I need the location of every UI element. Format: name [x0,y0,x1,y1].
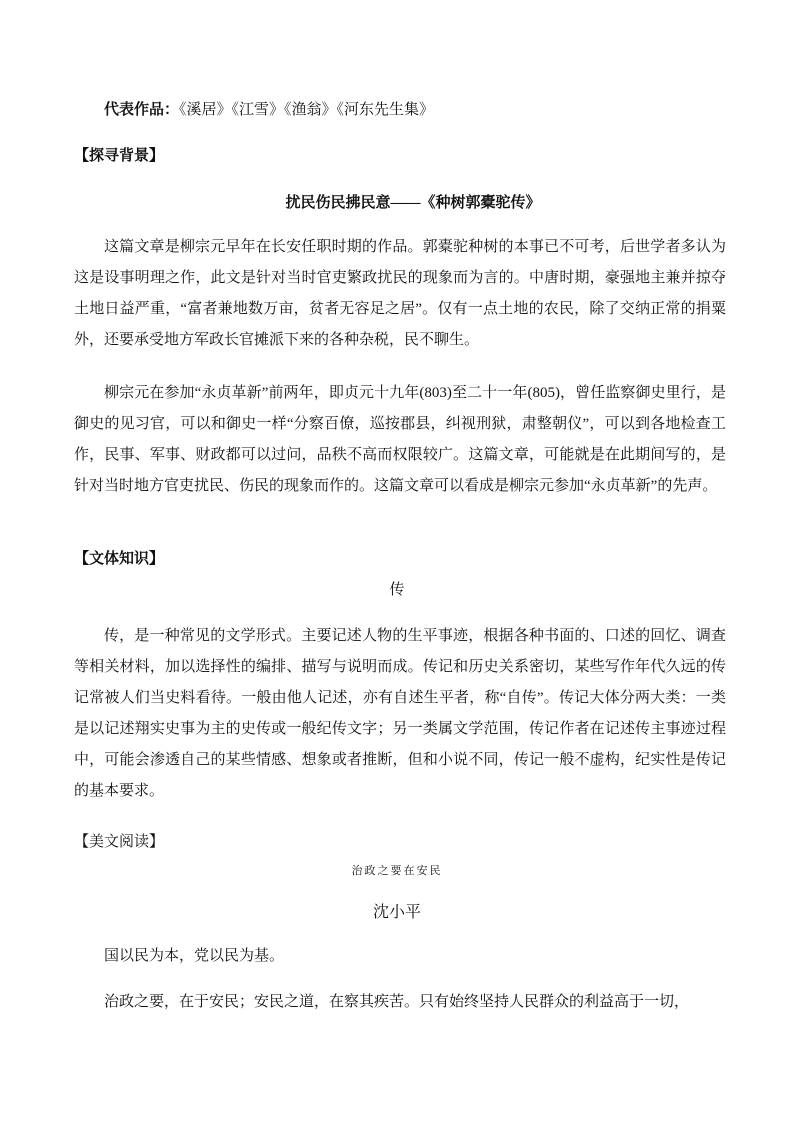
reading-article-title: 治政之要在安民 [351,865,443,877]
reading-paragraph-2: 治政之要，在于安民；安民之道，在察其疾苦。只有始终坚持人民群众的利益高于一切， [104,994,690,1010]
genre-title: 传 [389,582,405,598]
background-paragraph-1: 这篇文章是柳宗元早年在长安任职时期的作品。郭橐驼种树的本事已不可考，后世学者多认为这是设事明理之作，此文是针对当时官吏繁政扰民的现象而为言的。中唐时期，豪强地主兼并掠夺土地日益严重，“富者兼地数万亩，贫者无容足之居”。仅有一点土地的农民，除了交纳正常的捐粟外，还要承受地方军政长官摊派下来的各种杂税，民不聊生。 [74,239,726,348]
representative-works-line [104,100,434,120]
genre-paragraph: 传，是一种常见的文学形式。主要记述人物的生平事迹，根据各种书面的、口述的回忆、调查等相关材料，加以选择性的编排、描写与说明而成。传记和历史关系密切，某些写作年代久远的传记常被人们当史料看待。一般由他人记述，亦有自述生平者，称“自传”。传记大体分两大类：一类是以记述翔实史事为主的史传或一般纪传文字；另一类属文学范围，传记作者在记述传主事迹过程中，可能会渗透自己的某些情感、想象或者推断，但和小说不同，传记一般不虚构，纪实性是传记的基本要求。 [74,628,726,799]
representative-works-list: 《溪居》《江雪》《渔翁》《河东先生集》 [179,102,435,118]
background-section-heading: 【探寻背景】 [74,148,165,164]
genre-section-heading: 【文体知识】 [74,551,165,567]
reading-paragraph-1: 国以民为本，党以民为基。 [104,948,285,964]
background-paragraph-2: 柳宗元在参加“永贞革新”前两年，即贞元十九年(803)至二十一年(805)，曾任监察御史里行，是御史的见习官，可以和御史一样“分察百僚，巡按郡县，纠视刑狱，肃整朝仪”，可以到各地检查工作，民事、军事、财政都可以过问，品秩不高而权限较广。这篇文章，可能就是在此期间写的，是针对当时地方官吏扰民、伤民的现象而作的。这篇文章可以看成是柳宗元参加“永贞革新”的先声。 [74,385,726,494]
representative-works-label: 代表作品： [104,102,180,118]
reading-article-author: 沈小平 [372,904,421,921]
reading-section-heading: 【美文阅读】 [74,834,165,850]
background-subtitle: 扰民伤民拂民意——《种树郭橐驼传》 [285,195,541,211]
